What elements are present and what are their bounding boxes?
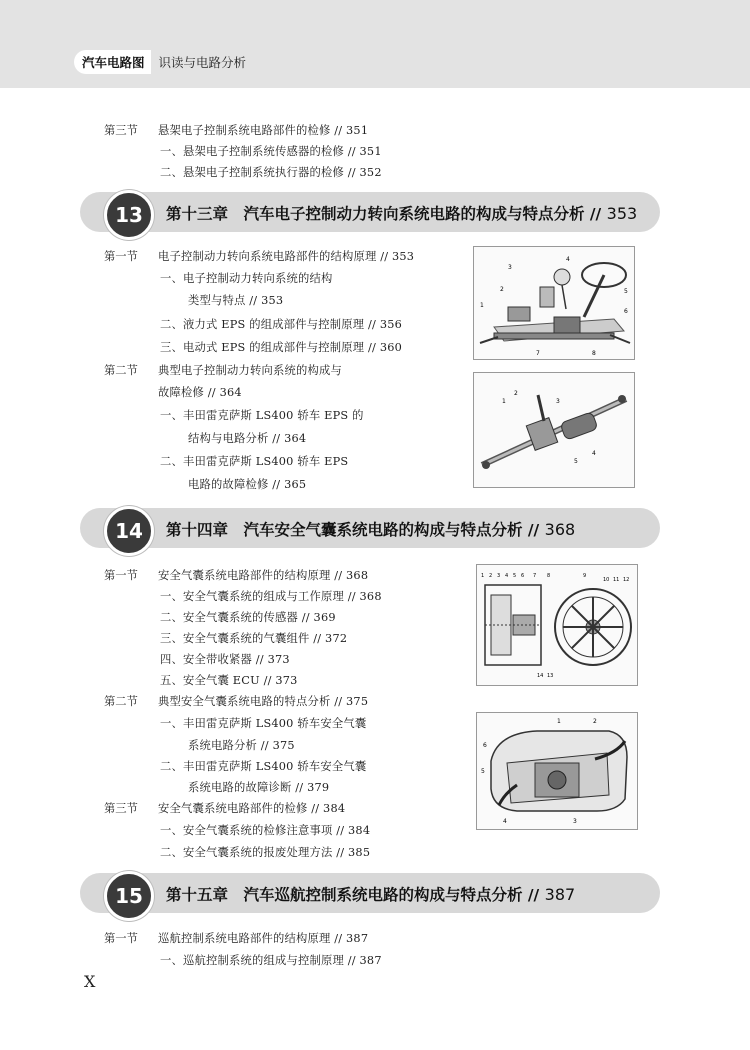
callout-label: 2: [593, 718, 597, 725]
callout-label: 2: [489, 573, 493, 579]
section-title: 典型电子控制动力转向系统的构成与: [158, 364, 342, 377]
toc-item: 三、安全气囊系统的气囊组件 // 372: [160, 632, 348, 645]
toc-item: 二、悬架电子控制系统执行器的检修 // 352: [160, 166, 382, 179]
toc-item: 一、巡航控制系统的组成与控制原理 // 387: [160, 954, 382, 967]
book-subtitle: 识读与电路分析: [158, 55, 247, 70]
chapter-title: [166, 883, 575, 905]
toc-item: 二、安全气囊系统的传感器 // 369: [160, 611, 336, 624]
callout-label: 7: [533, 573, 537, 579]
toc-item-continued: 电路的故障检修 // 365: [188, 478, 307, 491]
chapter-title-text: 第十三章 汽车电子控制动力转向系统电路的构成与特点分析 //: [166, 205, 602, 223]
callout-label: 8: [547, 573, 551, 579]
chapter-banner-14: [80, 508, 660, 548]
page-number: X: [84, 972, 96, 991]
toc-item: 二、丰田雷克萨斯 LS400 轿车 EPS: [160, 455, 349, 468]
chapter-title: [166, 518, 575, 540]
callout-label: 3: [508, 264, 512, 271]
section-label: 第二节: [104, 364, 138, 377]
section-title: 巡航控制系统电路部件的结构原理 // 387: [158, 932, 369, 945]
section-label: 第三节: [104, 802, 138, 815]
figure-eps-system: [473, 246, 635, 360]
figure-eps-rack: [473, 372, 635, 488]
callout-label: 14: [537, 673, 544, 679]
callout-label: 4: [566, 256, 570, 263]
airbag-sensor-illustration: [477, 565, 637, 685]
section-title: 安全气囊系统电路部件的检修 // 384: [158, 802, 346, 815]
chapter-title-text: 第十四章 汽车安全气囊系统电路的构成与特点分析 //: [166, 521, 540, 539]
chapter-title-text: 第十五章 汽车巡航控制系统电路的构成与特点分析 //: [166, 886, 540, 904]
toc-item: 四、安全带收紧器 // 373: [160, 653, 290, 666]
toc-item-continued: 系统电路分析 // 375: [188, 739, 295, 752]
chapter-banner-15: [80, 873, 660, 913]
callout-label: 3: [497, 573, 501, 579]
callout-label: 1: [480, 302, 484, 309]
callout-label: 2: [500, 286, 504, 293]
callout-label: 9: [583, 573, 587, 579]
callout-label: 3: [573, 818, 577, 825]
toc-item: 二、丰田雷克萨斯 LS400 轿车安全气囊: [160, 760, 367, 773]
toc-item: 一、丰田雷克萨斯 LS400 轿车 EPS 的: [160, 409, 364, 422]
figure-airbag-module: [476, 712, 638, 830]
callout-label: 6: [521, 573, 525, 579]
chapter-number-badge: 13: [104, 190, 154, 240]
section-label: 第一节: [104, 932, 138, 945]
chapter-number-badge: 14: [104, 506, 154, 556]
book-title: 汽车电路图: [74, 50, 151, 74]
toc-item-continued: 结构与电路分析 // 364: [188, 432, 307, 445]
chapter-page: 368: [544, 520, 576, 539]
callout-label: 2: [514, 390, 518, 397]
toc-item-continued: 系统电路的故障诊断 // 379: [188, 781, 330, 794]
callout-label: 7: [536, 350, 540, 357]
section-label: 第二节: [104, 695, 138, 708]
section-title: 安全气囊系统电路部件的结构原理 // 368: [158, 569, 369, 582]
chapter-number-badge: 15: [104, 871, 154, 921]
callout-label: 1: [481, 573, 485, 579]
toc-item-continued: 类型与特点 // 353: [188, 294, 284, 307]
eps-system-illustration: [474, 247, 634, 359]
header-bar: [0, 0, 750, 88]
toc-item: 五、安全气囊 ECU // 373: [160, 674, 298, 687]
callout-label: 4: [503, 818, 507, 825]
section-label: 第一节: [104, 250, 138, 263]
callout-label: 6: [624, 308, 628, 315]
callout-label: 5: [624, 288, 628, 295]
callout-label: 6: [483, 742, 487, 749]
callout-label: 11: [613, 577, 620, 583]
toc-item: 二、液力式 EPS 的组成部件与控制原理 // 356: [160, 318, 402, 331]
callout-label: 4: [505, 573, 509, 579]
section-label: 第一节: [104, 569, 138, 582]
section-label: 第三节: [104, 124, 138, 137]
chapter-page: 387: [544, 885, 576, 904]
callout-label: 5: [513, 573, 517, 579]
chapter-title: [166, 202, 637, 224]
book-title-tag: [74, 50, 254, 74]
chapter-banner-13: [80, 192, 660, 232]
callout-label: 1: [557, 718, 561, 725]
callout-label: 8: [592, 350, 596, 357]
callout-label: 13: [547, 673, 554, 679]
toc-item: 二、安全气囊系统的报废处理方法 // 385: [160, 846, 371, 859]
section-title: 电子控制动力转向系统电路部件的结构原理 // 353: [158, 250, 415, 263]
toc-item: 一、电子控制动力转向系统的结构: [160, 272, 333, 285]
toc-item: 一、安全气囊系统的组成与工作原理 // 368: [160, 590, 382, 603]
toc-item: 一、安全气囊系统的检修注意事项 // 384: [160, 824, 371, 837]
section-title: 典型安全气囊系统电路的特点分析 // 375: [158, 695, 369, 708]
section-title: 悬架电子控制系统电路部件的检修 // 351: [158, 124, 369, 137]
toc-item: 一、丰田雷克萨斯 LS400 轿车安全气囊: [160, 717, 367, 730]
callout-label: 10: [603, 577, 610, 583]
chapter-page: 353: [606, 204, 638, 223]
callout-label: 12: [623, 577, 630, 583]
toc-item: 一、悬架电子控制系统传感器的检修 // 351: [160, 145, 382, 158]
callout-label: 4: [592, 450, 596, 457]
airbag-module-illustration: [477, 713, 637, 829]
section-title-continued: 故障检修 // 364: [158, 386, 242, 399]
eps-rack-illustration: [474, 373, 634, 487]
callout-label: 5: [481, 768, 485, 775]
callout-label: 1: [502, 398, 506, 405]
figure-airbag-sensor: [476, 564, 638, 686]
toc-item: 三、电动式 EPS 的组成部件与控制原理 // 360: [160, 341, 402, 354]
callout-label: 3: [556, 398, 560, 405]
callout-label: 5: [574, 458, 578, 465]
